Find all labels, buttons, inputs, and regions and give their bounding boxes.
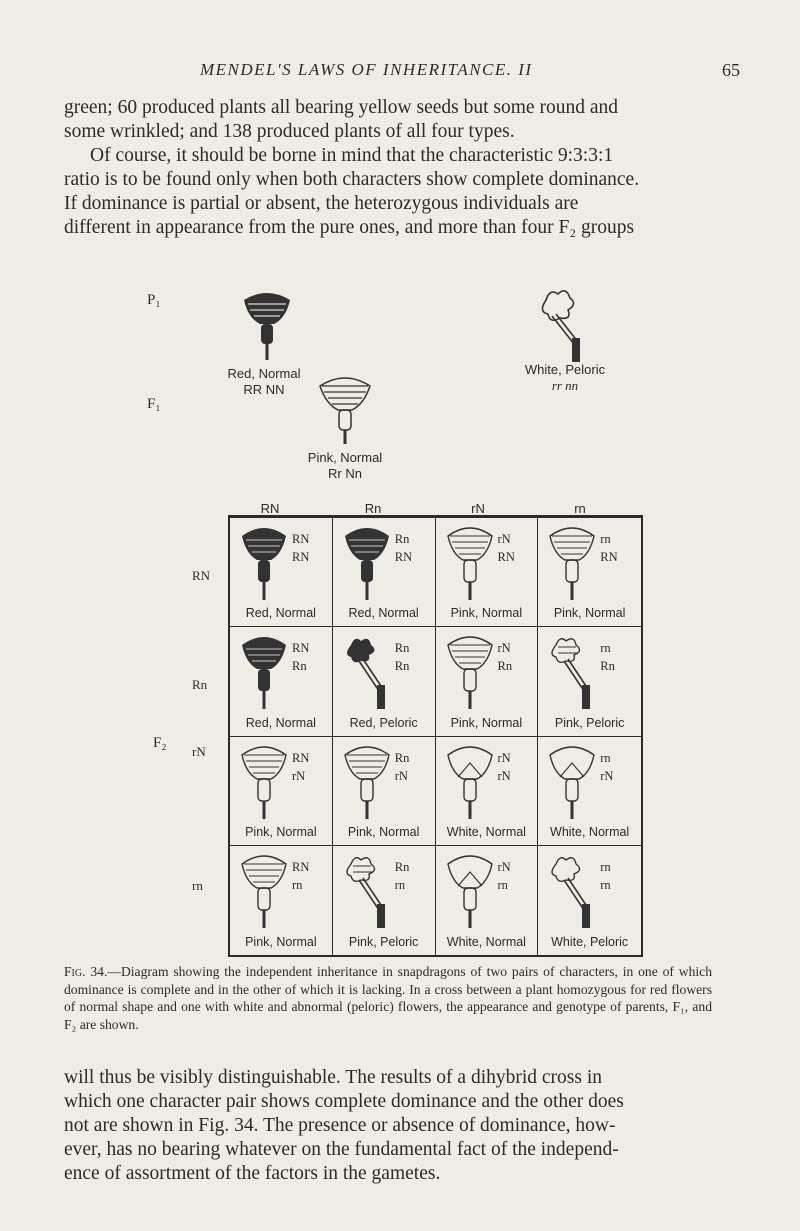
cell-genotype-top: rn [600, 532, 611, 546]
cell-genotype-top: Rn [394, 641, 410, 656]
cell-genotype-top: RN [292, 641, 310, 656]
generation-p1-label: P₁ [147, 292, 161, 308]
parent-white-genotype: rr nn [551, 378, 579, 393]
caption-text: —Diagram showing the independent inheritance in snapdragons of two pairs of characters, in one of which dominance is complete and in the other of which it is lacking. In a cross between a plant homozygous for red flowers of normal shape and one with white and abnormal (peloric) flowers, the appearance and genotype of parents, F₁, and F₂ are shown. [64, 964, 712, 1032]
red-peloric-flower-icon [341, 633, 393, 713]
cell-genotype-top: Rn [394, 750, 410, 765]
red-normal-flower-icon [238, 524, 290, 604]
cell-genotype-top: RN [292, 532, 310, 546]
cell-genotype-bottom: rN [497, 768, 511, 783]
gamete-row-header: rN [192, 744, 206, 759]
white-peloric-flower-icon [530, 286, 590, 364]
gamete-row-header: Rn [192, 677, 208, 692]
punnett-cell [436, 846, 539, 955]
text-line: ence of assortment of the factors in the gametes. [64, 1163, 441, 1184]
cell-genotype-bottom: Rn [600, 659, 615, 674]
cell-genotype-top: RN [292, 750, 310, 765]
cell-phenotype: Pink, Normal [450, 715, 523, 730]
gamete-col-header: rN [471, 501, 485, 516]
punnett-cell [333, 737, 436, 846]
running-header [200, 60, 740, 90]
cell-genotype-bottom: rn [497, 877, 508, 892]
parent-white-label [500, 362, 630, 394]
punnett-cell [230, 737, 333, 846]
caption-label: Fig. 34. [64, 964, 108, 979]
cell-phenotype: Pink, Normal [450, 606, 523, 621]
parent-red-genotype: RR NN [243, 382, 285, 397]
pink-peloric-flower-icon [341, 852, 393, 932]
pink-peloric-flower-icon [546, 633, 598, 713]
red-normal-flower-icon [341, 524, 393, 604]
cell-phenotype: White, Normal [446, 935, 526, 949]
cell-genotype-top: rn [600, 750, 611, 765]
gamete-row-header: RN [192, 568, 211, 583]
cell-phenotype: Red, Normal [245, 715, 316, 730]
f1-phenotype: Pink, Normal [307, 450, 383, 465]
cell-phenotype: Red, Normal [348, 606, 419, 621]
punnett-cell [436, 627, 539, 736]
parent-red-label [204, 366, 324, 398]
gamete-row-header: rn [192, 878, 203, 893]
pink-normal-flower-icon [238, 852, 290, 932]
cell-genotype-bottom: rn [292, 877, 303, 892]
cell-phenotype: Pink, Normal [245, 935, 317, 949]
gamete-col-header: RN [260, 501, 280, 516]
text-line: Of course, it should be borne in mind that the characteristic 9:3:3:1 [90, 145, 614, 166]
punnett-cell [538, 518, 641, 627]
punnett-cell [230, 846, 333, 955]
cell-phenotype: Pink, Normal [347, 824, 420, 839]
red-normal-flower-icon [238, 633, 290, 713]
gamete-col-header: rn [574, 501, 586, 516]
f1-genotype: Rr Nn [328, 466, 362, 481]
cell-genotype-bottom: Rn [394, 659, 410, 674]
gamete-col-header: Rn [364, 501, 382, 516]
cell-phenotype: Red, Peloric [349, 715, 418, 730]
cell-phenotype: Pink, Peloric [348, 935, 419, 949]
red-normal-flower-icon [238, 290, 296, 362]
cell-genotype-bottom: rN [394, 768, 408, 783]
cell-genotype-bottom: RN [497, 550, 515, 564]
white-peloric-flower-icon [546, 852, 598, 932]
text-line: green; 60 produced plants all bearing yellow seeds but some round and [64, 97, 618, 118]
cell-phenotype: White, Peloric [551, 935, 629, 949]
text-line: ever, has no bearing whatever on the fundamental fact of the independ- [64, 1139, 619, 1160]
cell-genotype-bottom: RN [600, 550, 618, 564]
punnett-square [228, 515, 643, 957]
parent-white-phenotype: White, Peloric [524, 362, 606, 377]
cell-phenotype: Red, Normal [245, 606, 316, 621]
text-line: ratio is to be found only when both characters show complete dominance. [64, 169, 640, 190]
text-line: different in appearance from the pure ones, and more than four F₂ groups [64, 217, 635, 238]
cell-phenotype: Pink, Normal [553, 606, 626, 621]
punnett-cell [230, 518, 333, 627]
cell-genotype-top: RN [292, 859, 310, 874]
pink-normal-flower-icon [444, 524, 496, 604]
cell-genotype-top: rn [600, 859, 611, 874]
cell-phenotype: Pink, Normal [245, 824, 317, 839]
punnett-cell [538, 627, 641, 736]
punnett-cell [538, 846, 641, 955]
cell-genotype-top: Rn [394, 859, 410, 874]
cell-genotype-bottom: rn [394, 877, 406, 892]
cell-genotype-bottom: rn [600, 877, 611, 892]
text-line: If dominance is partial or absent, the heterozygous individuals are [64, 193, 579, 214]
punnett-cell [436, 737, 539, 846]
text-line: some wrinkled; and 138 produced plants of all four types. [64, 121, 515, 142]
paragraph-bottom [64, 1066, 712, 1186]
punnett-cell [333, 846, 436, 955]
pink-normal-flower-icon [316, 374, 374, 446]
cell-genotype-bottom: Rn [292, 659, 307, 674]
running-title: MENDEL'S LAWS OF INHERITANCE. II [200, 60, 533, 79]
cell-genotype-top: rN [497, 641, 511, 656]
white-normal-flower-icon [444, 852, 496, 932]
cell-genotype-top: Rn [394, 532, 410, 546]
cell-genotype-bottom: rN [600, 768, 614, 783]
punnett-cell [538, 737, 641, 846]
cell-genotype-top: rn [600, 641, 611, 656]
cell-genotype-top: rN [497, 750, 511, 765]
punnett-cell [333, 627, 436, 736]
punnett-cell [436, 518, 539, 627]
cell-genotype-bottom: RN [394, 550, 413, 564]
cell-genotype-bottom: rN [292, 768, 306, 783]
figure-caption [64, 963, 712, 1033]
cell-phenotype: Pink, Peloric [554, 715, 625, 730]
white-normal-flower-icon [546, 743, 598, 823]
text-line: will thus be visibly distinguishable. The results of a dihybrid cross in [64, 1067, 603, 1088]
paragraph-top [64, 96, 712, 240]
page-number: 65 [722, 60, 740, 80]
text-line: not are shown in Fig. 34. The presence or absence of dominance, how- [64, 1115, 616, 1136]
pink-normal-flower-icon [546, 524, 598, 604]
white-normal-flower-icon [444, 743, 496, 823]
text-line: which one character pair shows complete dominance and the other does [64, 1091, 624, 1112]
cell-genotype-top: rN [497, 532, 511, 546]
punnett-cell [333, 518, 436, 627]
pink-normal-flower-icon [444, 633, 496, 713]
generation-f2-label: F₂ [153, 735, 167, 751]
f1-label [280, 450, 410, 482]
punnett-cell [230, 627, 333, 736]
cell-phenotype: White, Normal [550, 824, 630, 839]
cell-genotype-top: rN [497, 859, 511, 874]
cell-phenotype: White, Normal [446, 824, 526, 839]
parent-red-phenotype: Red, Normal [227, 366, 301, 381]
cell-genotype-bottom: RN [292, 550, 310, 564]
pink-normal-flower-icon [341, 743, 393, 823]
pink-normal-flower-icon [238, 743, 290, 823]
cell-genotype-bottom: Rn [497, 659, 513, 674]
generation-f1-label: F₁ [147, 396, 161, 412]
